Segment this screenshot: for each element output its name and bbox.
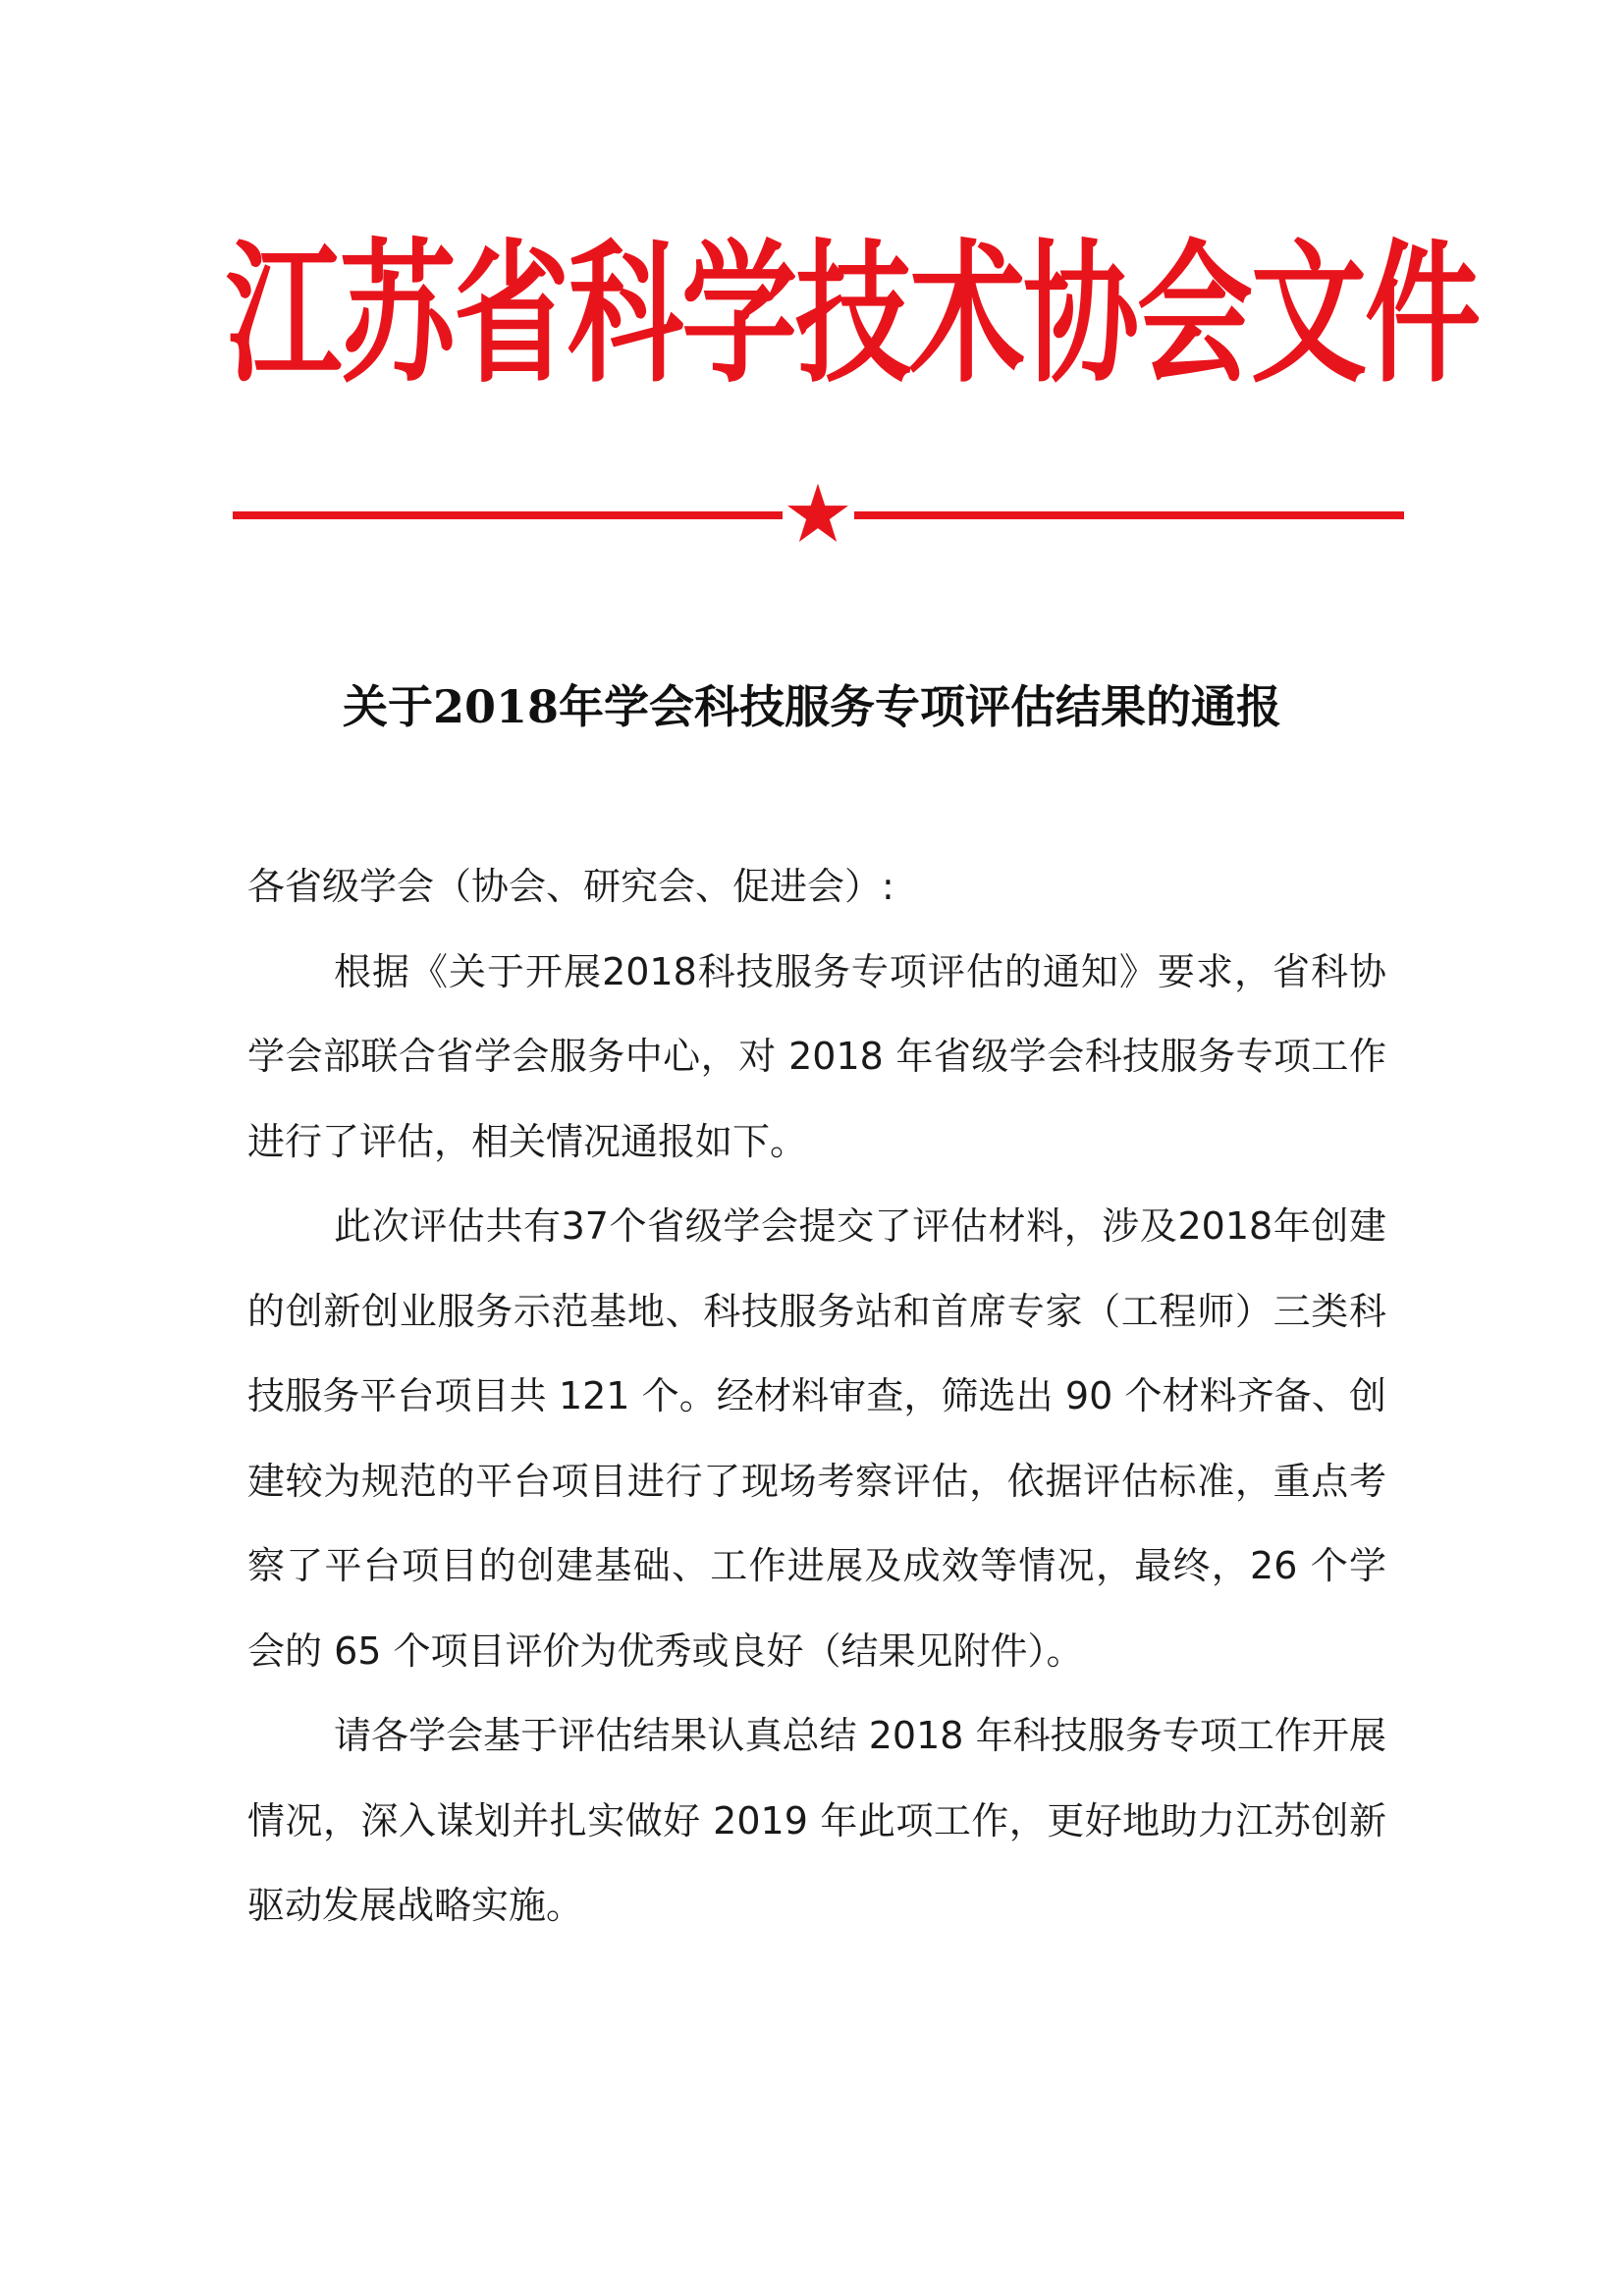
document-masthead: 江苏省科学技术协会文件 xyxy=(226,223,1480,404)
salutation: 各省级学会（协会、研究会、促进会）: xyxy=(247,865,894,908)
star-icon xyxy=(785,481,850,546)
document-body xyxy=(247,844,1386,1949)
document-title: 关于2018年学会科技服务专项评估结果的通报 xyxy=(342,680,1282,733)
body-paragraph-3: 请各学会基于评估结果认真总结 2018 年科技服务专项工作开展情况，深入谋划并扎实做好 2019 年此项工作，更好地助力江苏创新驱动发展战略实施。 xyxy=(247,1714,1386,1927)
masthead-rule-left xyxy=(233,511,783,519)
body-paragraph-1: 根据《关于开展2018科技服务专项评估的通知》要求，省科协学会部联合省学会服务中心，对 2018 年省级学会科技服务专项工作进行了评估，相关情况通报如下。 xyxy=(247,949,1386,1163)
body-paragraph-2: 此次评估共有37个省级学会提交了评估材料，涉及2018年创建的创新创业服务示范基地、科技服务站和首席专家（工程师）三类科技服务平台项目共 121 个。经材料审查，筛选出 90 个材料齐备、创建较为规范的平台项目进行了现场考察评估，依据评估标准，重点考察了平台项目的创建基础、工作进展及成效等情况，最终，26 个学会的 65 个项目评价为优秀或良好（结果见附件）。 xyxy=(247,1204,1386,1673)
masthead-rule-right xyxy=(854,511,1404,519)
